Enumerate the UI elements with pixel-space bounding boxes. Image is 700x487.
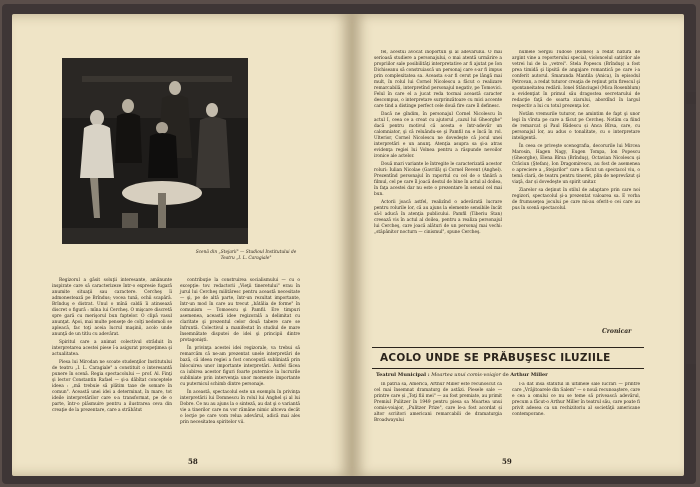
scene-photo-image (62, 58, 248, 244)
paragraph: numele Sergiu Tudose (Romeo) a redat natura de argint vine a reporterului special, violoncelul satirilor ale vetrei lui de la „vetrei". Stela Popescu (Brînduş) a fost prea timidă şi lipsită de angajare romantică pe care i-a conferit autorul. Smaranda Mantila (Anica), în episodul Petrovan, a redat tuturor creaţia de reţinut prin firescul şi spontaneitatea redării. Ionel Stănciugel (Mica Rosenblum) a evidenţiat în primul său dragostea secretarului de redacţie faţă de soarta ziarului, abordînd în largul respectiv a lui cu totul prezenţa lor. (512, 50, 640, 110)
page-tab-marker (686, 364, 696, 380)
paragraph: Ziarelor sa deţinut în stilul de adaptare prin care noi regizori, spectacolul şi-a prezentat valoarea sa. E vorba de frumuseţea jocului pe care mi-au oferit-o cei care au pus în scenă spectacolul. (512, 187, 640, 211)
paragraph: contribuţie la construirea socialismului — cu o excepţie: tov. redactorii „Vieţii tineretului" erau în jurul lui Cercheş milităresc pentru această necesitate — şi, pe de altă parte, într-un rezultat importante, într-un mod în care au trecut „bătălia de forme" în comunism — Tomoescu şi Pamfil. Ere timpuri asemenea, această idee regizorală a delimitat cu claritate şi prezentul celor două tabere care se înfruntă. Colectivul a manifestat în studiul de mare însemnătate disputei de idei şi principii dintre protagonişti. (180, 278, 300, 344)
paragraph: Spiritul care a animat colectivul străduit în interpretarea acestei piese î-a asigurat prospeţimea şi actualitatea. (52, 339, 172, 358)
subhead-by: de (502, 372, 509, 378)
right-column-1 (374, 50, 502, 340)
photo-caption: Scenă din „Stejarii" — Studioul Institutului de Teatru „I. L. Caragiale" (195, 250, 297, 261)
section-divider (372, 347, 644, 348)
paragraph: Două mari variante le întregite le caracterizată acestor roluri: Iulian Nicolae (Gavrilă) şi Cornel Revent (Anghel). Prezentînd personajul în raportul cu cel de o tânără a filmul, cel pe care îl joacă destul de bine în actul al doilea, în faţa acestei dar nu este o prezentare în sensul cel mai bun. (374, 161, 502, 198)
open-book (2, 4, 696, 484)
page-tab-marker (686, 92, 696, 104)
paragraph: I-a dat însă statutul în ultimele sale lucrări — printre care „Vrăjitoarele din Salem" — o nouă recunoaştere, care e cea a omului ce nu se teme să privească adevărul, precum a făcut-o Arthur Miller în teatrul său, care poate fi privit adesea ca un rechizitoriu al societăţii americane contemporane. (512, 382, 640, 418)
article-headline: ACOLO UNDE SE PRĂBUŞESC ILUZIILE (380, 352, 611, 364)
paragraph: fel, acestui avocat inoportun şi al adevărului. O mai serioasă studiere a personajului, o mai atentă urmărire a propriilor sale posibilităţi interpretative ar fi ajutat pe Ion Dichiseanu să construiască un personaj care s-ar fi impus prin complexitatea sa. Aceasta s-ar fi cerut pe lângă mai mult, în rolul lui Cornel Nicolescu a făcut o realizare remarcabilă, interpretînd personajul negativ, pe Tomovici. Felul în care el a jucat reda tocmai această caracter descompus, o interpretare surprinzătoare cu mici accente care tind a distinge perfect cele două fire care îl definesc. (374, 50, 502, 110)
page-number: 59 (502, 457, 512, 466)
paragraph: Dacă ne gîndim, în personajul Cornel Nicolescu în actul I, ceea ce a creat cu ajutorul „cazul lui Gheorghe" dacă pentru motivul că acesta e într-adevăr un calomniator, şi că reluându-se şi Pamfil nu e încă în rol. Ulterior, Cornel Nicolescu ne dovedeşte că jocul unei interpretări e un anunţ. Atenţia asupra sa şi-a atras evidenţa regiei lui Volnea pentru a răspunde nevoilor ironice ale actelor. (374, 111, 502, 160)
article-subhead (376, 372, 548, 378)
paragraph: În această, spectacolul este un exemplu în privinţa interpretării lui Domnescu în rolul lui Anghel şi al lui Dobre. Ce nu au ajuns la o sinteză, au dat şi o variantă vie a tinerilor care nu vor rămâne nimic altceva decât o lecţie pe care vom relua adevărul, adică mai ales prin necesitatea spiritelor vii. (180, 389, 300, 426)
subhead-play-title: Moartea unui comis-voiajor (431, 372, 501, 378)
article-column-2 (512, 382, 640, 442)
paragraph: În privinţa acestei idei regizorale, va trebui să remarcăm că ne-am prezentat unele interpretări de bază, că ideea regiei a fost concepută subliniată prin înlocuirea unor importante interpretări. Astfel făcea ca iubirea acestor figuri foarte puternice la lucrurile subliniate prin intervenţia unor momente importante cu puternicul schimb dintre personaje. (180, 346, 300, 388)
paragraph: În ceea ce priveşte scenografia, decorurile lui Mircea Marosin, Hagen Nagy, Eugen Tompa, Ion Popescu (Gheorghe), Elena Bîrsa (Brînduş), Octavian Nicolescu şi Crăciun (Ştefan), Ion Dragomirescu, au fost de asemenea o apreciere a „Stejarilor" care a făcut un spectacol viu, o temă clară, de teatru pentru tineret, plin de neprevăzut şi viaţă, dar și dovedeşte un spirit unitar. (512, 143, 640, 185)
left-column-2 (180, 278, 300, 428)
article-column-1 (374, 382, 502, 442)
paragraph: Piesa lui Mirodan ne scoate studenţilor Institutului de teatru „I. L. Caragiale" a constituit o interesantă punere în scenă. Regia spectacolului — prof. Al. Finţi şi lector Constantin Rafael — şi-a dăbîtat conceptele ideea : „mă trebuie să plătim taxe de somare în comun". Această unei idei a determinat, în mare, tot ideile interpretărilor care s-a transformat, pe de o parte, într-o plăsmuire pentru a ilustrarea ceva din creaţie de la prezentare, care a străbătut (52, 359, 172, 413)
left-column-1 (52, 278, 172, 416)
paragraph: Notăm vremurile tuturor, ne amintim de fapt şi unor legi în vîrsta pe care a făcut pe Cercheş. Notăm ca fiind de remarcat şi Paul Bădescu și Anca Bîrsa, care, cu personajul lor, au adus o tonalitate, cu o interpretare inteligentă. (512, 111, 640, 142)
subhead-theatre: Teatrul Municipal : (376, 372, 430, 378)
right-page (352, 14, 684, 476)
section-divider (372, 368, 644, 369)
paragraph: Regizorul a găsit soluţii interesante, amănunte inspirate care să caracterizeze într-o expresie fugară anumite situaţii sau caractere. Cercheş îi admonestează pe Brîndus; vocea tună, ochii scapără. Brînduş e distrat. Unul o mînă caldă îi atinsează discret o figură : mîna lui Cercheş. O mişcare discretă spre gară cu merişorul bun faptelor. O clipă vasul anunţat. Apoi, mai multe penseţe de colţi nedomoli se apleacă, fac toţi aceia lucrul maşinii, acolo unde anunţă de un titlu cu adevărat. (52, 278, 172, 338)
subhead-author: Arthur Miller (510, 372, 548, 378)
paragraph: În patria sa, America, Arthur Miller este recunoscut ca cel mai însemnat dramaturg de astăzi. Piesele sale — printre care și „Toţi fiii mei" — au fost premiate, au primit Premiul Pulitzer în 1949 pentru piesa sa Moartea unui comis-voiajor, „Pulitzer Prize", care le-a fost acordat și altor scriitori americani remarcabili de dramaturgia Broadwayului (374, 382, 502, 424)
author-signature: Cronicar (602, 328, 632, 335)
right-column-2 (512, 50, 640, 320)
paragraph: Actorii joacă astfel, realizînd o adevărată lucrare pentru rolurile lor, că au ajuns la elemente sensibile încât să-l aducă în atenţia publicului. Pamfil (Tiberiu Stan) creează vis în actul al doilea, pentru a realiza personajul lui Cercheş, care joacă alături de un personaj mai vechi: „stăpânitor nocturn — cinismul", spune Cercheş. (374, 199, 502, 235)
theatre-scene-photo (62, 58, 248, 244)
page-number: 58 (188, 457, 198, 466)
left-page (12, 14, 352, 476)
